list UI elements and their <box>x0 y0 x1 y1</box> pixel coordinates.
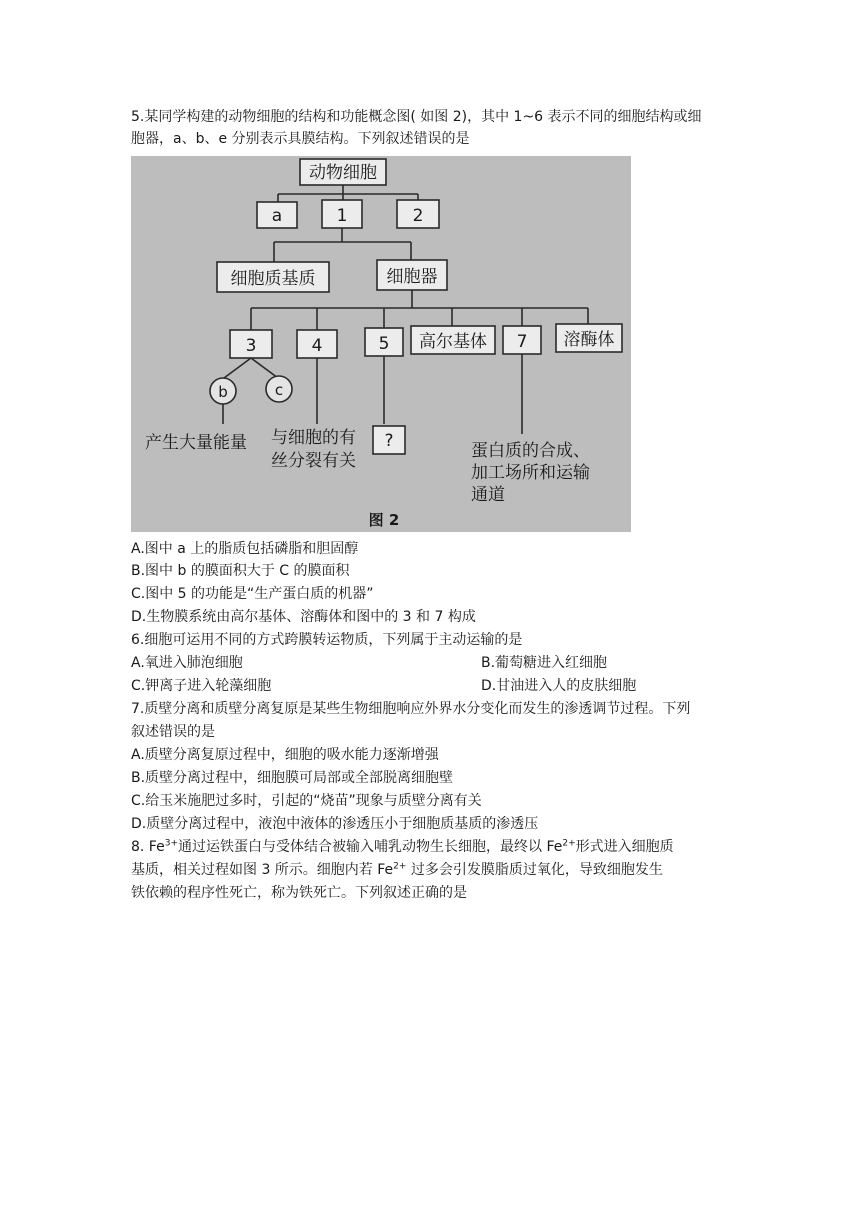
q7-stem-line1: 7.质壁分离和质壁分离复原是某些生物细胞响应外界水分变化而发生的渗透调节过程。下列 <box>131 701 691 717</box>
root-text: 动物细胞 <box>309 163 377 183</box>
q8-stem-line2 <box>131 859 751 881</box>
q6-stem: 6.细胞可运用不同的方式跨膜转运物质，下列属于主动运输的是 <box>131 632 523 648</box>
q7-stem-line2: 叙述错误的是 <box>131 724 215 740</box>
q6-options-row1 <box>131 652 751 674</box>
q8-l1-c: 形式进入细胞质 <box>575 839 674 855</box>
q8-l1-a: 8. Fe <box>131 839 165 855</box>
box-organelles-text: 细胞器 <box>386 267 438 287</box>
q5-option-c: C.图中 5 的功能是“生产蛋白质的机器” <box>131 586 374 602</box>
label-protein-2: 加工场所和运输 <box>471 463 590 483</box>
box-4-text: 4 <box>311 336 323 356</box>
q8-l1-sup1: 3+ <box>164 838 178 849</box>
q5-stem-line2: 胞器，a、b、e 分别表示具膜结构。下列叙述错误的是 <box>131 131 470 147</box>
q5-option-b: B.图中 b 的膜面积大于 C 的膜面积 <box>131 563 350 579</box>
q7-option-a: A.质壁分离复原过程中，细胞的吸水能力逐渐增强 <box>131 747 439 763</box>
box-lysosome-text: 溶酶体 <box>563 330 615 350</box>
box-golgi-text: 高尔基体 <box>419 332 487 352</box>
q7-option-c: C.给玉米施肥过多时，引起的“烧苗”现象与质壁分离有关 <box>131 793 482 809</box>
box-1-text: 1 <box>336 206 348 226</box>
label-mitosis-1: 与细胞的有 <box>271 428 356 448</box>
q8-stem-line1 <box>131 836 751 858</box>
q5-stem-line1: 5.某同学构建的动物细胞的结构和功能概念图( 如图 2)，其中 1~6 表示不同的细胞结构或细 <box>131 109 702 125</box>
q8-l2-sup: 2+ <box>393 861 407 872</box>
box-a-text: a <box>271 206 283 226</box>
q7-option-d: D.质壁分离过程中，液泡中液体的渗透压小于细胞质基质的渗透压 <box>131 816 539 832</box>
concept-map-figure <box>131 156 631 532</box>
box-7-text: 7 <box>516 332 528 352</box>
circle-b-text: b <box>218 383 228 401</box>
q5-option-a: A.图中 a 上的脂质包括磷脂和胆固醇 <box>131 541 359 557</box>
q8-stem-line3: 铁依赖的程序性死亡，称为铁死亡。下列叙述正确的是 <box>131 885 467 901</box>
label-protein-3: 通道 <box>471 485 505 505</box>
q6-option-c: C.钾离子进入轮藻细胞 <box>131 678 272 694</box>
label-mitosis-2: 丝分裂有关 <box>271 451 356 471</box>
label-protein-1: 蛋白质的合成、 <box>471 441 590 461</box>
q8-l2-b: 过多会引发膜脂质过氧化，导致细胞发生 <box>406 862 663 878</box>
figure-caption: 图 2 <box>368 511 400 529</box>
q7-option-b: B.质壁分离过程中，细胞膜可局部或全部脱离细胞壁 <box>131 770 454 786</box>
q8-l1-b: 通过运铁蛋白与受体结合被输入哺乳动物生长细胞，最终以 Fe <box>178 839 563 855</box>
box-3-text: 3 <box>245 336 257 356</box>
box-5-text: 5 <box>378 334 390 354</box>
question-box-text: ? <box>384 431 394 451</box>
box-cytoplasm-matrix-text: 细胞质基质 <box>230 269 316 289</box>
q6-option-a: A.氧进入肺泡细胞 <box>131 655 243 671</box>
box-2-text: 2 <box>412 206 424 226</box>
q6-option-d: D.甘油进入人的皮肤细胞 <box>481 678 637 694</box>
label-energy: 产生大量能量 <box>145 433 247 453</box>
q5-option-d: D.生物膜系统由高尔基体、溶酶体和图中的 3 和 7 构成 <box>131 609 476 625</box>
q6-option-b: B.葡萄糖进入红细胞 <box>481 655 608 671</box>
q8-l1-sup2: 2+ <box>562 838 576 849</box>
circle-c-text: c <box>274 381 284 399</box>
q6-options-row2 <box>131 675 751 697</box>
q8-l2-a: 基质，相关过程如图 3 所示。细胞内若 Fe <box>131 862 394 878</box>
